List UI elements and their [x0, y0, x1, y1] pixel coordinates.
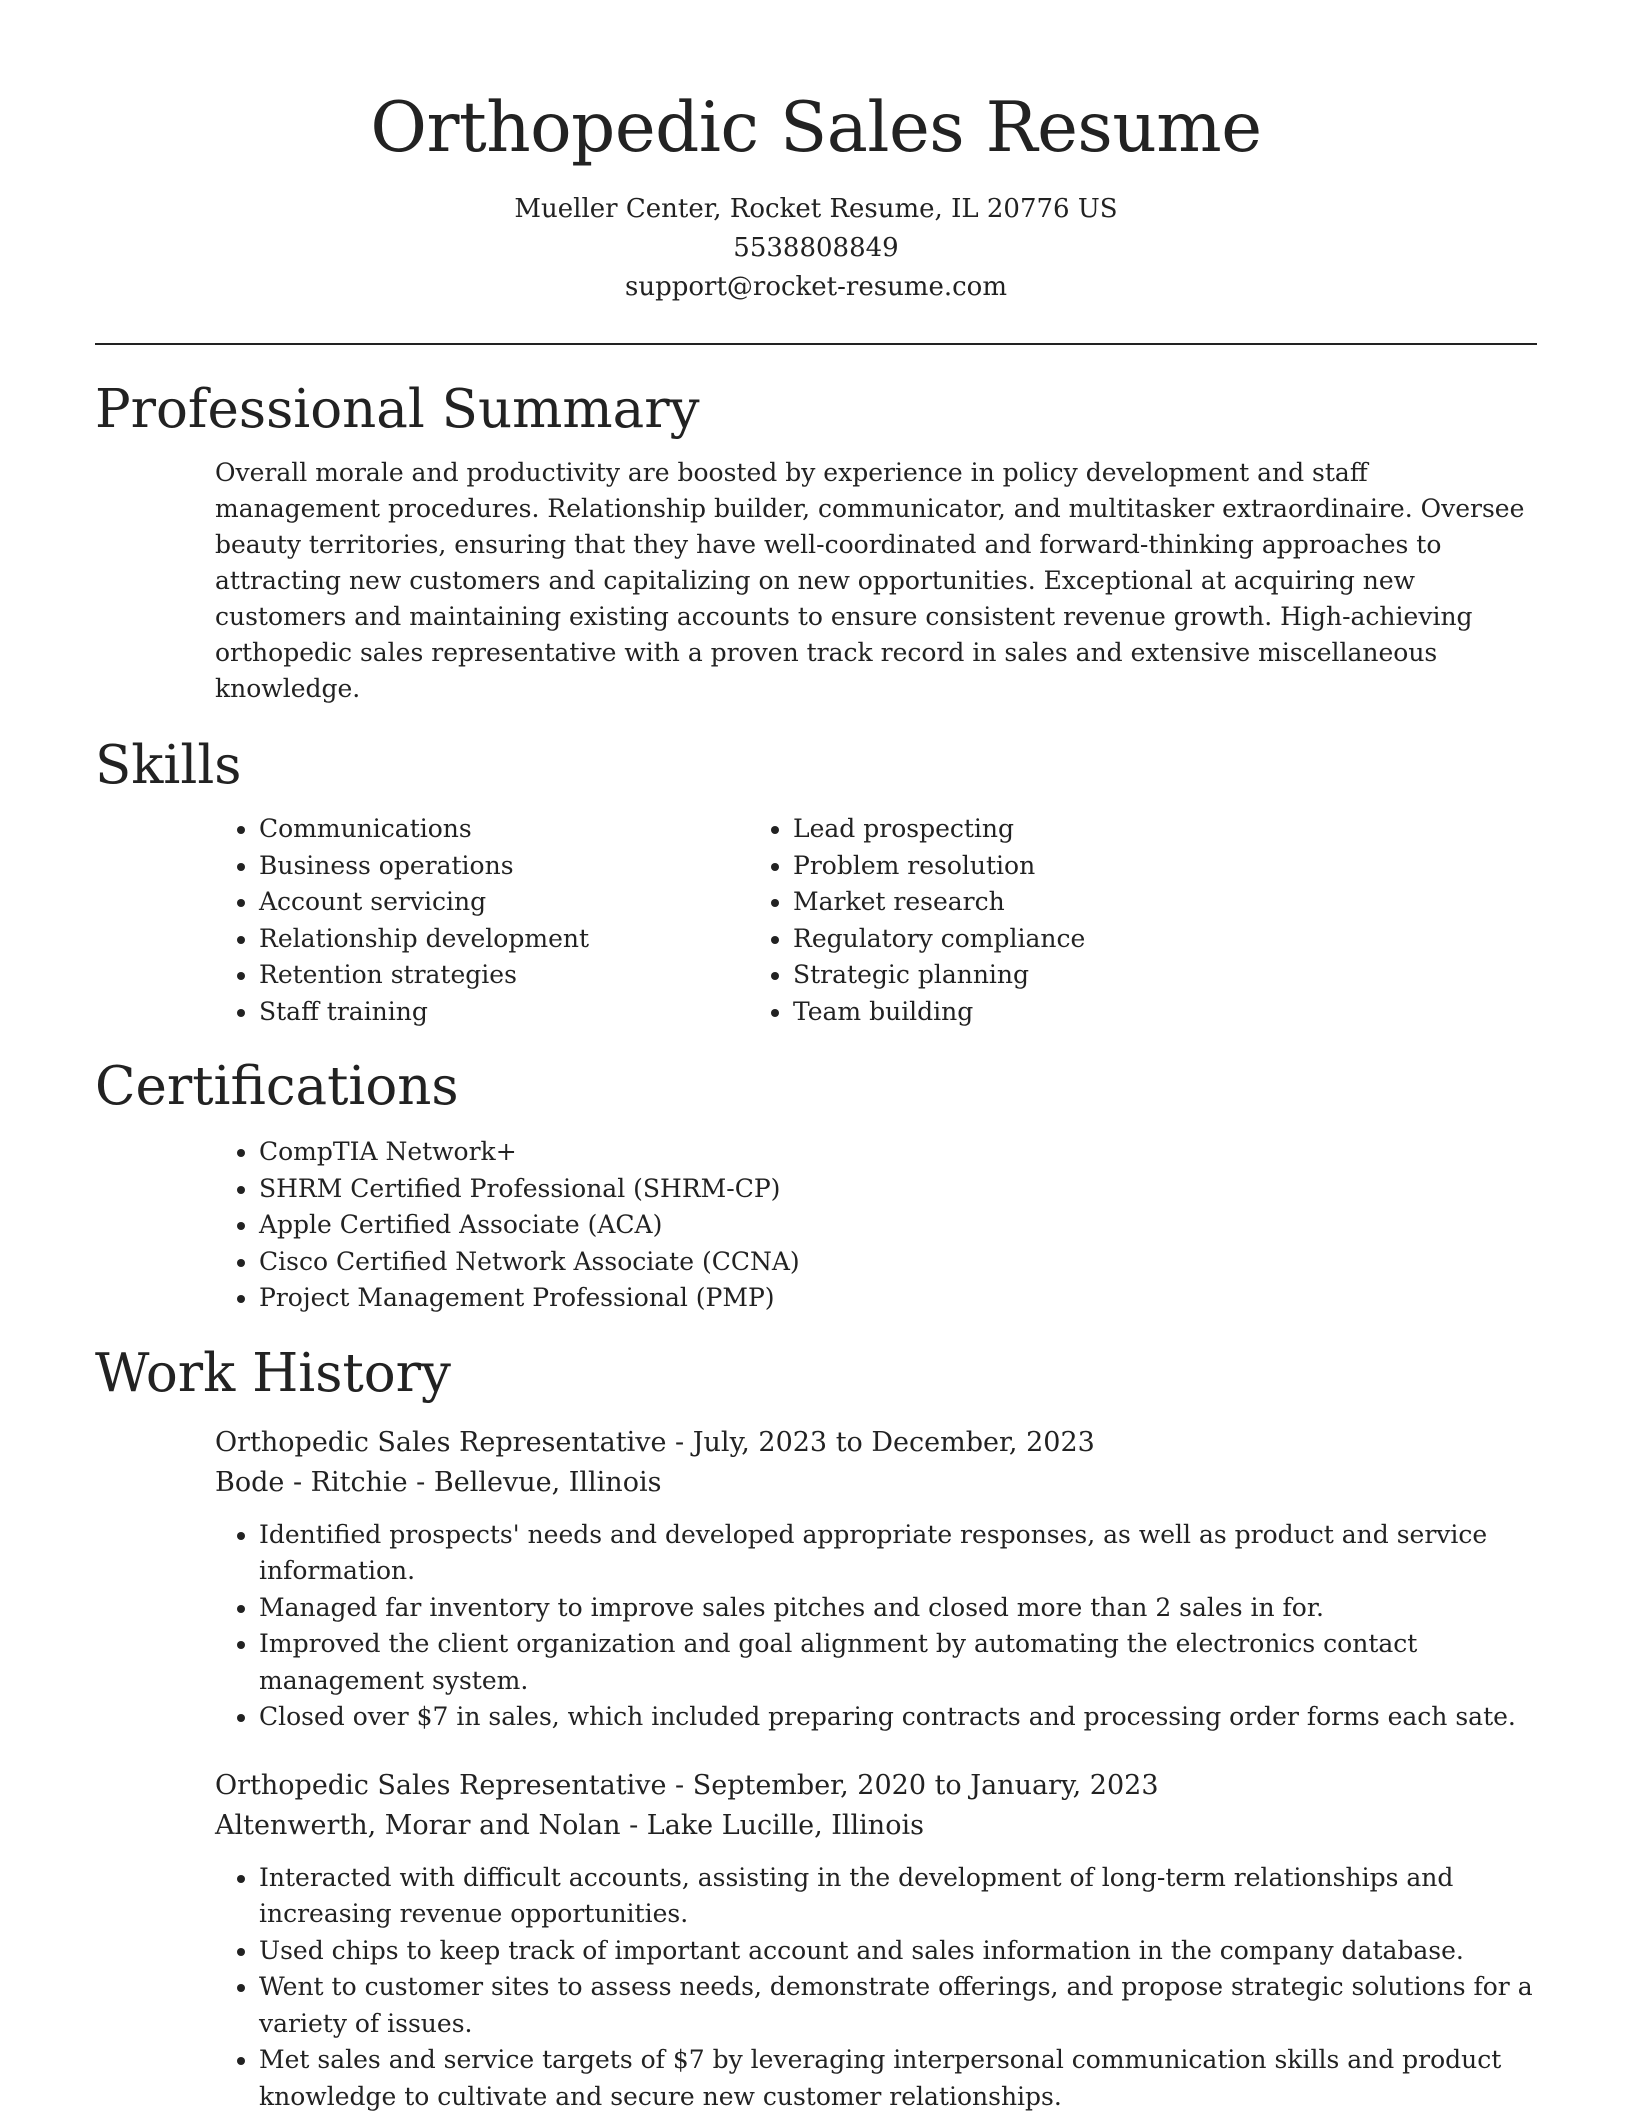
skill-item: • Communications [259, 811, 745, 848]
contact-phone: 5538808849 [95, 229, 1537, 268]
summary-heading: Professional Summary [95, 375, 1537, 445]
skill-item: • Lead prospecting [793, 811, 1085, 848]
certification-item: • Apple Certified Associate (ACA) [259, 1207, 1537, 1244]
certification-item: • Project Management Professional (PMP) [259, 1280, 1537, 1317]
skill-item: • Retention strategies [259, 957, 745, 994]
certification-item: • SHRM Certified Professional (SHRM-CP) [259, 1171, 1537, 1208]
job-title-line: Orthopedic Sales Representative - July, 2023 to December, 2023 [215, 1423, 1537, 1463]
certifications-heading: Certifications [95, 1052, 1537, 1122]
job-bullet: • Improved the client organization and goal alignment by automating the electronics contact management system. [259, 1626, 1537, 1699]
resume-title: Orthopedic Sales Resume [95, 84, 1537, 172]
certifications-list [95, 1134, 1537, 1317]
certification-item: • CompTIA Network+ [259, 1134, 1537, 1171]
skill-item: • Relationship development [259, 921, 745, 958]
certification-item: • Cisco Certified Network Associate (CCNA) [259, 1244, 1537, 1281]
job-company-line: Bode - Ritchie - Bellevue, Illinois [215, 1463, 1537, 1503]
job-bullet: • Interacted with difficult accounts, assisting in the development of long-term relationships and increasing revenue opportunities. [259, 1860, 1537, 1933]
skill-item: • Team building [793, 994, 1085, 1031]
job-bullet: • Used chips to keep track of important account and sales information in the company database. [259, 1933, 1537, 1970]
job-bullet: • Managed far inventory to improve sales pitches and closed more than 2 sales in for. [259, 1590, 1537, 1627]
job-bullet-list [215, 1860, 1537, 2115]
skills-columns [95, 811, 1537, 1030]
skills-column-right [745, 811, 1085, 1030]
skills-list-right [745, 811, 1085, 1030]
skill-item: • Regulatory compliance [793, 921, 1085, 958]
skills-column-left [95, 811, 745, 1030]
skill-item: • Market research [793, 884, 1085, 921]
skill-item: • Strategic planning [793, 957, 1085, 994]
skills-heading: Skills [95, 731, 1537, 801]
job-bullet: • Identified prospects' needs and developed appropriate responses, as well as product and service information. [259, 1517, 1537, 1590]
job-title-line: Orthopedic Sales Representative - September, 2020 to January, 2023 [215, 1766, 1537, 1806]
job-entry [215, 1423, 1537, 1736]
job-entry [215, 1766, 1537, 2115]
job-bullet: • Closed over $7 in sales, which included preparing contracts and processing order forms each sate. [259, 1699, 1537, 1736]
contact-email: support@rocket-resume.com [95, 268, 1537, 307]
header-divider [95, 343, 1537, 345]
job-bullet: • Went to customer sites to assess needs, demonstrate offerings, and propose strategic solutions for a variety of issues. [259, 1969, 1537, 2042]
skill-item: • Business operations [259, 848, 745, 885]
work-history-heading: Work History [95, 1339, 1537, 1409]
contact-address: Mueller Center, Rocket Resume, IL 20776 US [95, 190, 1537, 229]
job-bullet: • Met sales and service targets of $7 by leveraging interpersonal communication skills and product knowledge to cultivate and secure new customer relationships. [259, 2042, 1537, 2115]
skill-item: • Account servicing [259, 884, 745, 921]
resume-header [95, 0, 1537, 307]
skill-item: • Problem resolution [793, 848, 1085, 885]
skill-item: • Staff training [259, 994, 745, 1031]
summary-text: Overall morale and productivity are boosted by experience in policy development and staff management procedures. Relationship builder, communicator, and multitasker extraordinaire. Oversee beauty territories, ensuring that they have well-coordinated and forward-thinking approaches to attracting new customers and capitalizing on new opportunities. Exceptional at acquiring new customers and maintaining existing accounts to ensure consistent revenue growth. High-achieving orthopedic sales representative with a proven track record in sales and extensive miscellaneous knowledge. [215, 455, 1537, 707]
skills-list-left [95, 811, 745, 1030]
job-company-line: Altenwerth, Morar and Nolan - Lake Lucille, Illinois [215, 1806, 1537, 1846]
job-bullet-list [215, 1517, 1537, 1736]
